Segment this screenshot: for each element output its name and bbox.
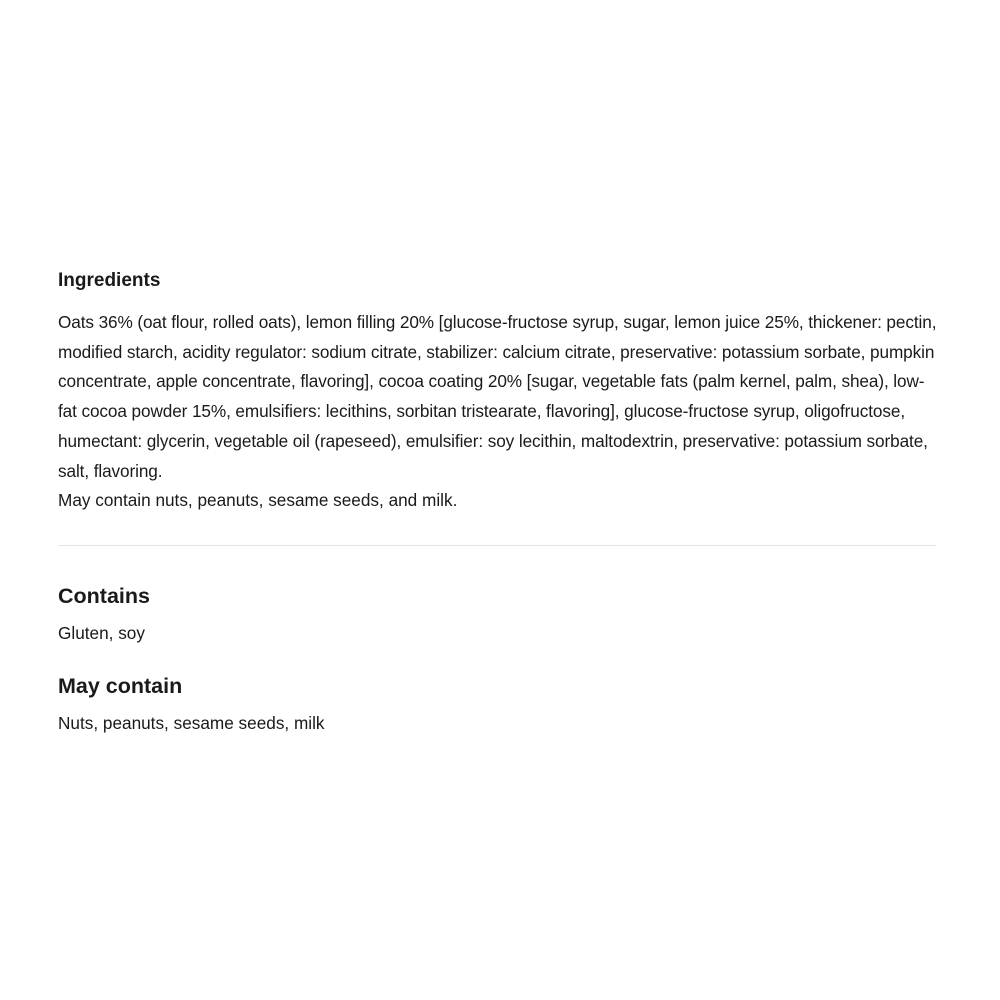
ingredients-heading: Ingredients xyxy=(58,270,161,291)
contains-block xyxy=(58,580,938,646)
contains-heading: Contains xyxy=(58,584,150,608)
may-contain-heading: May contain xyxy=(58,674,183,698)
ingredients-list: Oats 36% (oat flour, rolled oats), lemon filling 20% [glucose-fructose syrup, sugar, lemon juice 25%, thickener: pectin, modified starch, acidity regulator: sodium citrate, stabilizer: calcium citrate, preservative: potassium sorbate, pumpkin concentrate, apple concentrate, flavoring], cocoa coating 20% [sugar, vegetable fats (palm kernel, palm, shea), low-fat cocoa powder 15%, emulsifiers: lecithins, sorbitan tristearate, flavoring], glucose-fructose syrup, oligofructose, humectant: glycerin, vegetable oil (rapeseed), emulsifier: soy lecithin, maltodextrin, preservative: potassium sorbate, salt, flavoring. xyxy=(58,312,937,481)
contains-value: Gluten, soy xyxy=(58,623,145,643)
section-divider xyxy=(58,545,936,546)
may-contain-block xyxy=(58,670,938,736)
ingredients-section xyxy=(58,266,938,516)
ingredients-may-contain-note: May contain nuts, peanuts, sesame seeds, and milk. xyxy=(58,490,458,511)
allergens-section xyxy=(58,580,938,736)
may-contain-value: Nuts, peanuts, sesame seeds, milk xyxy=(58,713,325,733)
